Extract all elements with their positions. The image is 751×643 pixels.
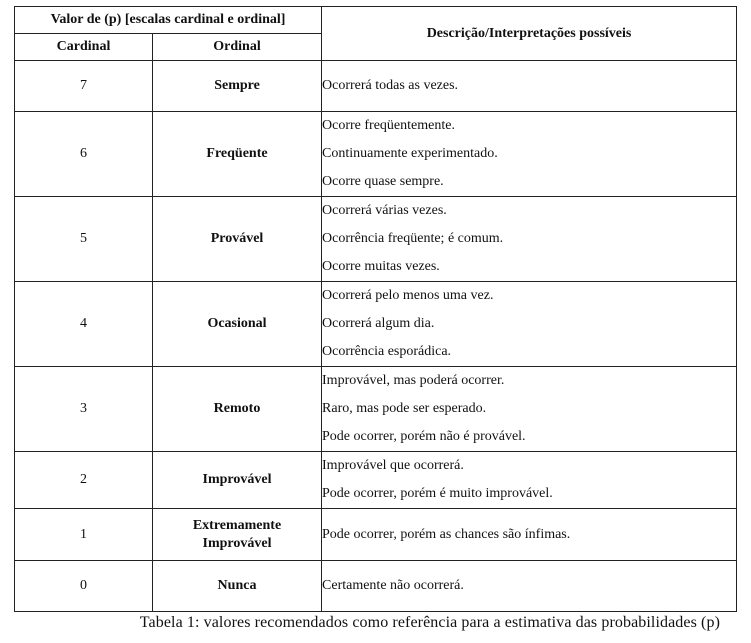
description-cell [322, 452, 737, 509]
table-row [15, 112, 737, 197]
description-line: Raro, mas pode ser esperado. [322, 401, 487, 416]
description-line: Pode ocorrer, porém as chances são ínfimas. [322, 526, 571, 542]
header-cardinal: Cardinal [15, 34, 153, 61]
description-line: Pode ocorrer, porém é muito improvável. [322, 486, 553, 501]
description-line: Pode ocorrer, porém não é provável. [322, 429, 526, 444]
description-line: Improvável, mas poderá ocorrer. [322, 373, 505, 388]
cardinal-cell: 6 [15, 112, 153, 197]
header-ordinal: Ordinal [153, 34, 322, 61]
table-row [15, 367, 737, 452]
cardinal-cell: 0 [15, 561, 153, 612]
description-cell [322, 367, 737, 452]
ordinal-cell: Extremamente Improvável [153, 509, 322, 561]
description-line: Ocorre freqüentemente. [322, 118, 455, 133]
description-line: Continuamente experimentado. [322, 146, 498, 161]
description-line: Certamente não ocorrerá. [322, 578, 464, 593]
description-line: Ocorrerá pelo menos uma vez. [322, 288, 494, 303]
description-cell [322, 112, 737, 197]
description-cell [322, 61, 737, 112]
description-line: Ocorrerá todas as vezes. [322, 78, 459, 93]
table-row [15, 561, 737, 612]
description-line: Ocorre quase sempre. [322, 174, 444, 189]
ordinal-cell: Improvável [153, 452, 322, 509]
ordinal-cell: Remoto [153, 367, 322, 452]
description-line: Ocorrerá algum dia. [322, 316, 435, 331]
table-row [15, 509, 737, 561]
description-line: Improvável que ocorrerá. [322, 458, 464, 473]
description-cell [322, 197, 737, 282]
description-cell [322, 282, 737, 367]
description-cell [322, 561, 737, 612]
description-line: Ocorrência freqüente; é comum. [322, 231, 504, 246]
table-row [15, 197, 737, 282]
description-cell [322, 509, 737, 561]
cardinal-cell: 1 [15, 509, 153, 561]
description-line: Ocorrerá várias vezes. [322, 203, 447, 218]
header-descricao: Descrição/Interpretações possíveis [322, 7, 737, 61]
description-line: Ocorrência esporádica. [322, 344, 452, 359]
ordinal-cell: Freqüente [153, 112, 322, 197]
table-row [15, 452, 737, 509]
table-body [15, 61, 737, 612]
description-line: Ocorre muitas vezes. [322, 259, 440, 274]
cardinal-cell: 4 [15, 282, 153, 367]
header-valor: Valor de (p) [escalas cardinal e ordinal] [15, 7, 322, 34]
table-row [15, 61, 737, 112]
probability-table [14, 6, 737, 612]
table-caption: Tabela 1: valores recomendados como referência para a estimativa das probabilidades (p) [139, 614, 720, 631]
cardinal-cell: 7 [15, 61, 153, 112]
cardinal-cell: 5 [15, 197, 153, 282]
cardinal-cell: 2 [15, 452, 153, 509]
ordinal-cell: Provável [153, 197, 322, 282]
ordinal-cell: Ocasional [153, 282, 322, 367]
ordinal-cell: Sempre [153, 61, 322, 112]
table-row [15, 282, 737, 367]
cardinal-cell: 3 [15, 367, 153, 452]
ordinal-cell: Nunca [153, 561, 322, 612]
